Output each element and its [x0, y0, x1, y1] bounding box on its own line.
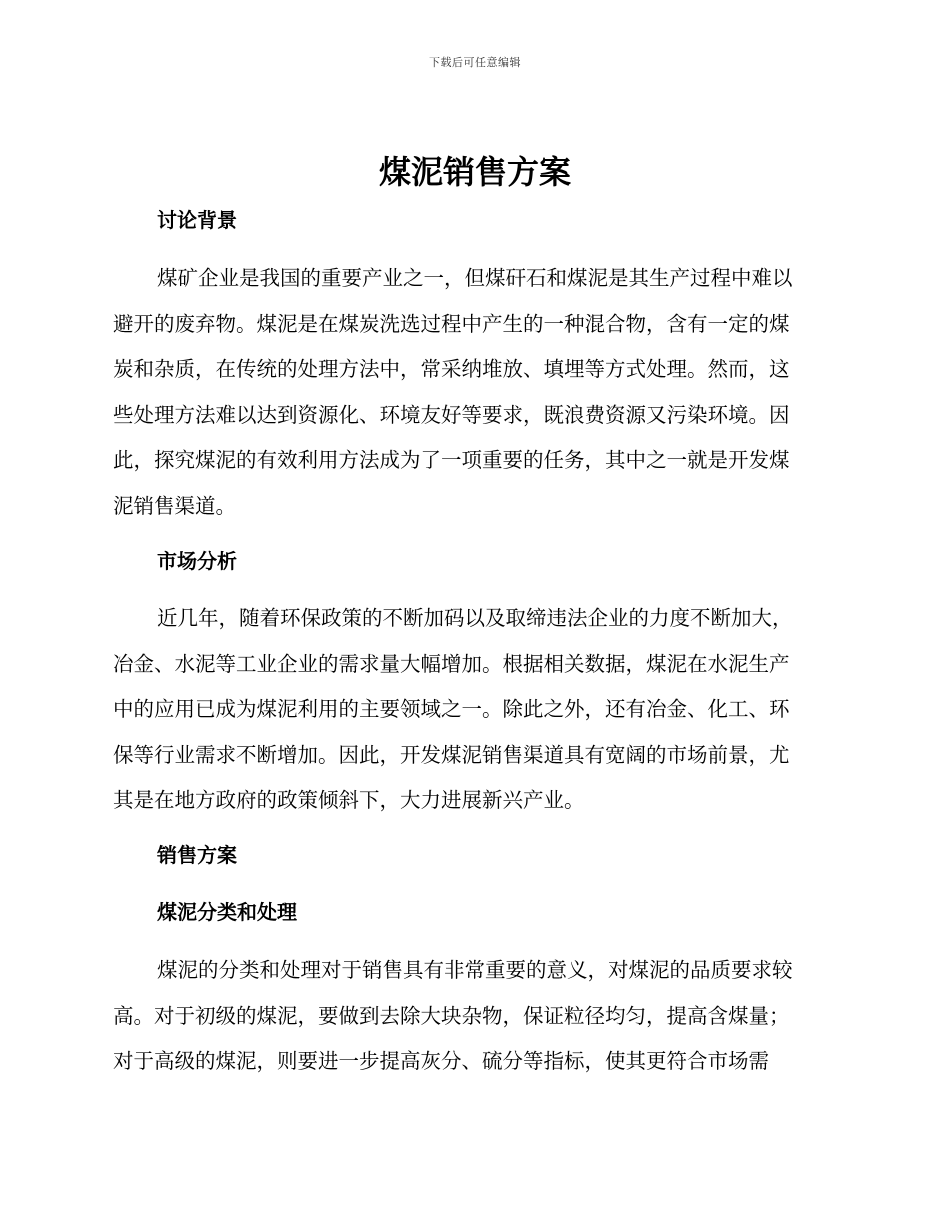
paragraph-line: 煤泥的分类和处理对于销售具有非常重要的意义，对煤泥的品质要求较	[157, 958, 793, 982]
paragraph-line: 对于高级的煤泥，则要进一步提高灰分、硫分等指标，使其更符合市场需	[113, 1049, 769, 1073]
paragraph-line: 炭和杂质，在传统的处理方法中，常采纳堆放、填埋等方式处理。然而，这	[113, 357, 790, 381]
paragraph-line: 保等行业需求不断增加。因此，开发煤泥销售渠道具有宽阔的市场前景，尤	[113, 742, 790, 767]
section-heading-background: 讨论背景	[157, 208, 237, 232]
paragraph-background	[113, 256, 837, 529]
section-heading-market: 市场分析	[157, 549, 237, 573]
paragraph-line: 煤矿企业是我国的重要产业之一，但煤矸石和煤泥是其生产过程中难以	[157, 266, 793, 290]
paragraph-line: 泥销售渠道。	[113, 493, 236, 518]
paragraph-line: 此，探究煤泥的有效利用方法成为了一项重要的任务，其中之一就是开发煤	[113, 448, 790, 472]
document-title: 煤泥销售方案	[378, 153, 571, 191]
section-heading-plan: 销售方案	[157, 843, 237, 867]
paragraph-classification	[113, 948, 837, 1085]
paragraph-line: 近几年，随着环保政策的不断加码以及取缔违法企业的力度不断加大，	[157, 606, 793, 630]
section-heading-classification: 煤泥分类和处理	[157, 900, 297, 924]
paragraph-line: 中的应用已成为煤泥利用的主要领域之一。除此之外，还有冶金、化工、环	[113, 697, 790, 721]
page-header-note: 下载后可任意编辑	[429, 56, 521, 69]
paragraph-market	[113, 596, 837, 824]
paragraph-line: 高。对于初级的煤泥，要做到去除大块杂物，保证粒径均匀，提高含煤量；	[113, 1003, 790, 1028]
paragraph-line: 避开的废弃物。煤泥是在煤炭洗选过程中产生的一种混合物，含有一定的煤	[113, 311, 790, 336]
paragraph-line: 其是在地方政府的政策倾斜下，大力进展新兴产业。	[113, 788, 585, 812]
paragraph-line: 冶金、水泥等工业企业的需求量大幅增加。根据相关数据，煤泥在水泥生产	[113, 651, 790, 676]
paragraph-line: 些处理方法难以达到资源化、环境友好等要求，既浪费资源又污染环境。因	[113, 402, 790, 427]
